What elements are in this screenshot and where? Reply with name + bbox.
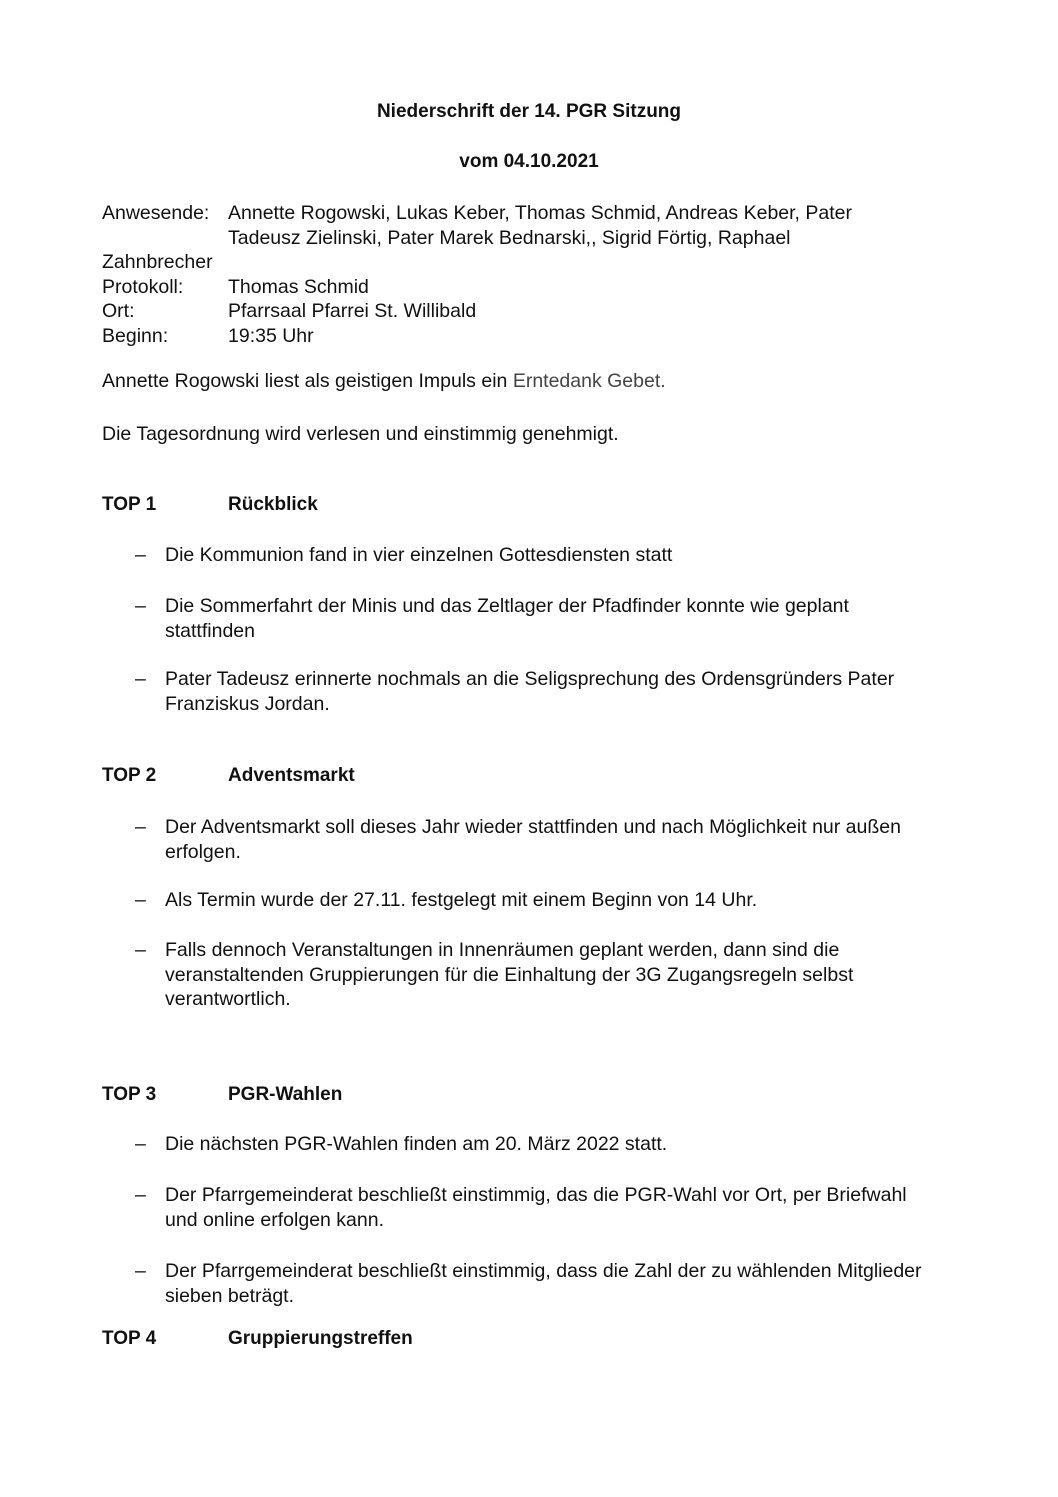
bullet-item (135, 1183, 935, 1232)
tagesordnung-paragraph: Die Tagesordnung wird verlesen und einstimmig genehmigt. (102, 423, 619, 445)
impuls-text: Annette Rogowski liest als geistigen Impuls ein (102, 370, 508, 392)
top-heading (102, 1328, 413, 1350)
protokoll-value: Thomas Schmid (228, 275, 369, 298)
top-title: PGR-Wahlen (228, 1084, 343, 1105)
protokoll-row (102, 275, 928, 300)
impuls-paragraph (102, 370, 666, 393)
bullet-text: Der Adventsmarkt soll dieses Jahr wieder stattfinden und nach Möglichkeit nur außen erfolgen. (165, 816, 901, 863)
top-number: TOP 2 (102, 765, 157, 786)
anwesende-row-2 (102, 226, 928, 251)
anwesende-row (102, 201, 928, 226)
bullet-text: Die Kommunion fand in vier einzelnen Gottesdiensten statt (165, 544, 673, 566)
bullet-item (135, 888, 935, 913)
document-date: vom 04.10.2021 (459, 151, 599, 172)
bullet-item (135, 1259, 935, 1308)
top-number: TOP 4 (102, 1328, 157, 1349)
bullet-item (135, 667, 935, 716)
anwesende-line-3: Zahnbrecher (102, 251, 213, 273)
anwesende-line-2: Tadeusz Zielinski, Pater Marek Bednarski,, Sigrid Förtig, Raphael (228, 226, 791, 249)
bullet-text: Der Pfarrgemeinderat beschließt einstimmig, dass die Zahl der zu wählenden Mitglieder sieben beträgt. (165, 1260, 922, 1307)
bullet-item (135, 543, 935, 568)
spacer (102, 226, 228, 251)
ort-value: Pfarrsaal Pfarrei St. Willibald (228, 300, 477, 322)
bullet-text: Pater Tadeusz erinnerte nochmals an die Seligsprechung des Ordensgründers Pater Franziskus Jordan. (165, 668, 895, 715)
meta-block (102, 201, 928, 348)
bullet-text: Falls dennoch Veranstaltungen in Innenräumen geplant werden, dann sind die veranstaltenden Gruppierungen für die Einhaltung der 3G Zugangsregeln selbst verantwortlich. (165, 939, 854, 1010)
top-heading (102, 765, 355, 787)
top-heading (102, 1084, 342, 1106)
beginn-row (102, 324, 928, 349)
impuls-link[interactable]: Erntedank Gebet. (512, 370, 666, 392)
bullet-dash: – (135, 939, 146, 961)
protokoll-label: Protokoll: (102, 275, 184, 298)
bullet-dash: – (135, 668, 146, 690)
bullet-dash: – (135, 595, 146, 617)
bullet-item (135, 594, 935, 643)
anwesende-line-1: Annette Rogowski, Lukas Keber, Thomas Schmid, Andreas Keber, Pater (228, 202, 852, 224)
bullet-dash: – (135, 544, 146, 566)
bullet-item (135, 938, 935, 1012)
bullet-dash: – (135, 816, 146, 838)
top-number: TOP 3 (102, 1084, 157, 1105)
ort-label: Ort: (102, 300, 135, 322)
bullet-dash: – (135, 1184, 146, 1206)
bullet-text: Als Termin wurde der 27.11. festgelegt mit einem Beginn von 14 Uhr. (165, 889, 758, 911)
bullet-text: Die Sommerfahrt der Minis und das Zeltlager der Pfadfinder konnte wie geplant stattfinden (165, 595, 849, 642)
bullet-dash: – (135, 889, 146, 911)
top-number: TOP 1 (102, 494, 157, 515)
bullet-dash: – (135, 1133, 146, 1155)
bullet-item (135, 815, 935, 864)
top-title: Rückblick (228, 494, 318, 515)
beginn-label: Beginn: (102, 324, 169, 347)
document-title: Niederschrift der 14. PGR Sitzung (376, 101, 682, 122)
beginn-value: 19:35 Uhr (228, 324, 314, 347)
anwesende-label: Anwesende: (102, 202, 210, 224)
bullet-text: Der Pfarrgemeinderat beschließt einstimmig, das die PGR-Wahl vor Ort, per Briefwahl und online erfolgen kann. (165, 1184, 907, 1231)
bullet-text: Die nächsten PGR-Wahlen finden am 20. März 2022 statt. (165, 1133, 668, 1155)
ort-row (102, 299, 928, 324)
bullet-item (135, 1132, 935, 1157)
top-title: Gruppierungstreffen (228, 1328, 413, 1349)
bullet-dash: – (135, 1260, 146, 1282)
top-heading (102, 494, 318, 516)
anwesende-row-3 (102, 250, 928, 275)
top-title: Adventsmarkt (228, 765, 355, 786)
